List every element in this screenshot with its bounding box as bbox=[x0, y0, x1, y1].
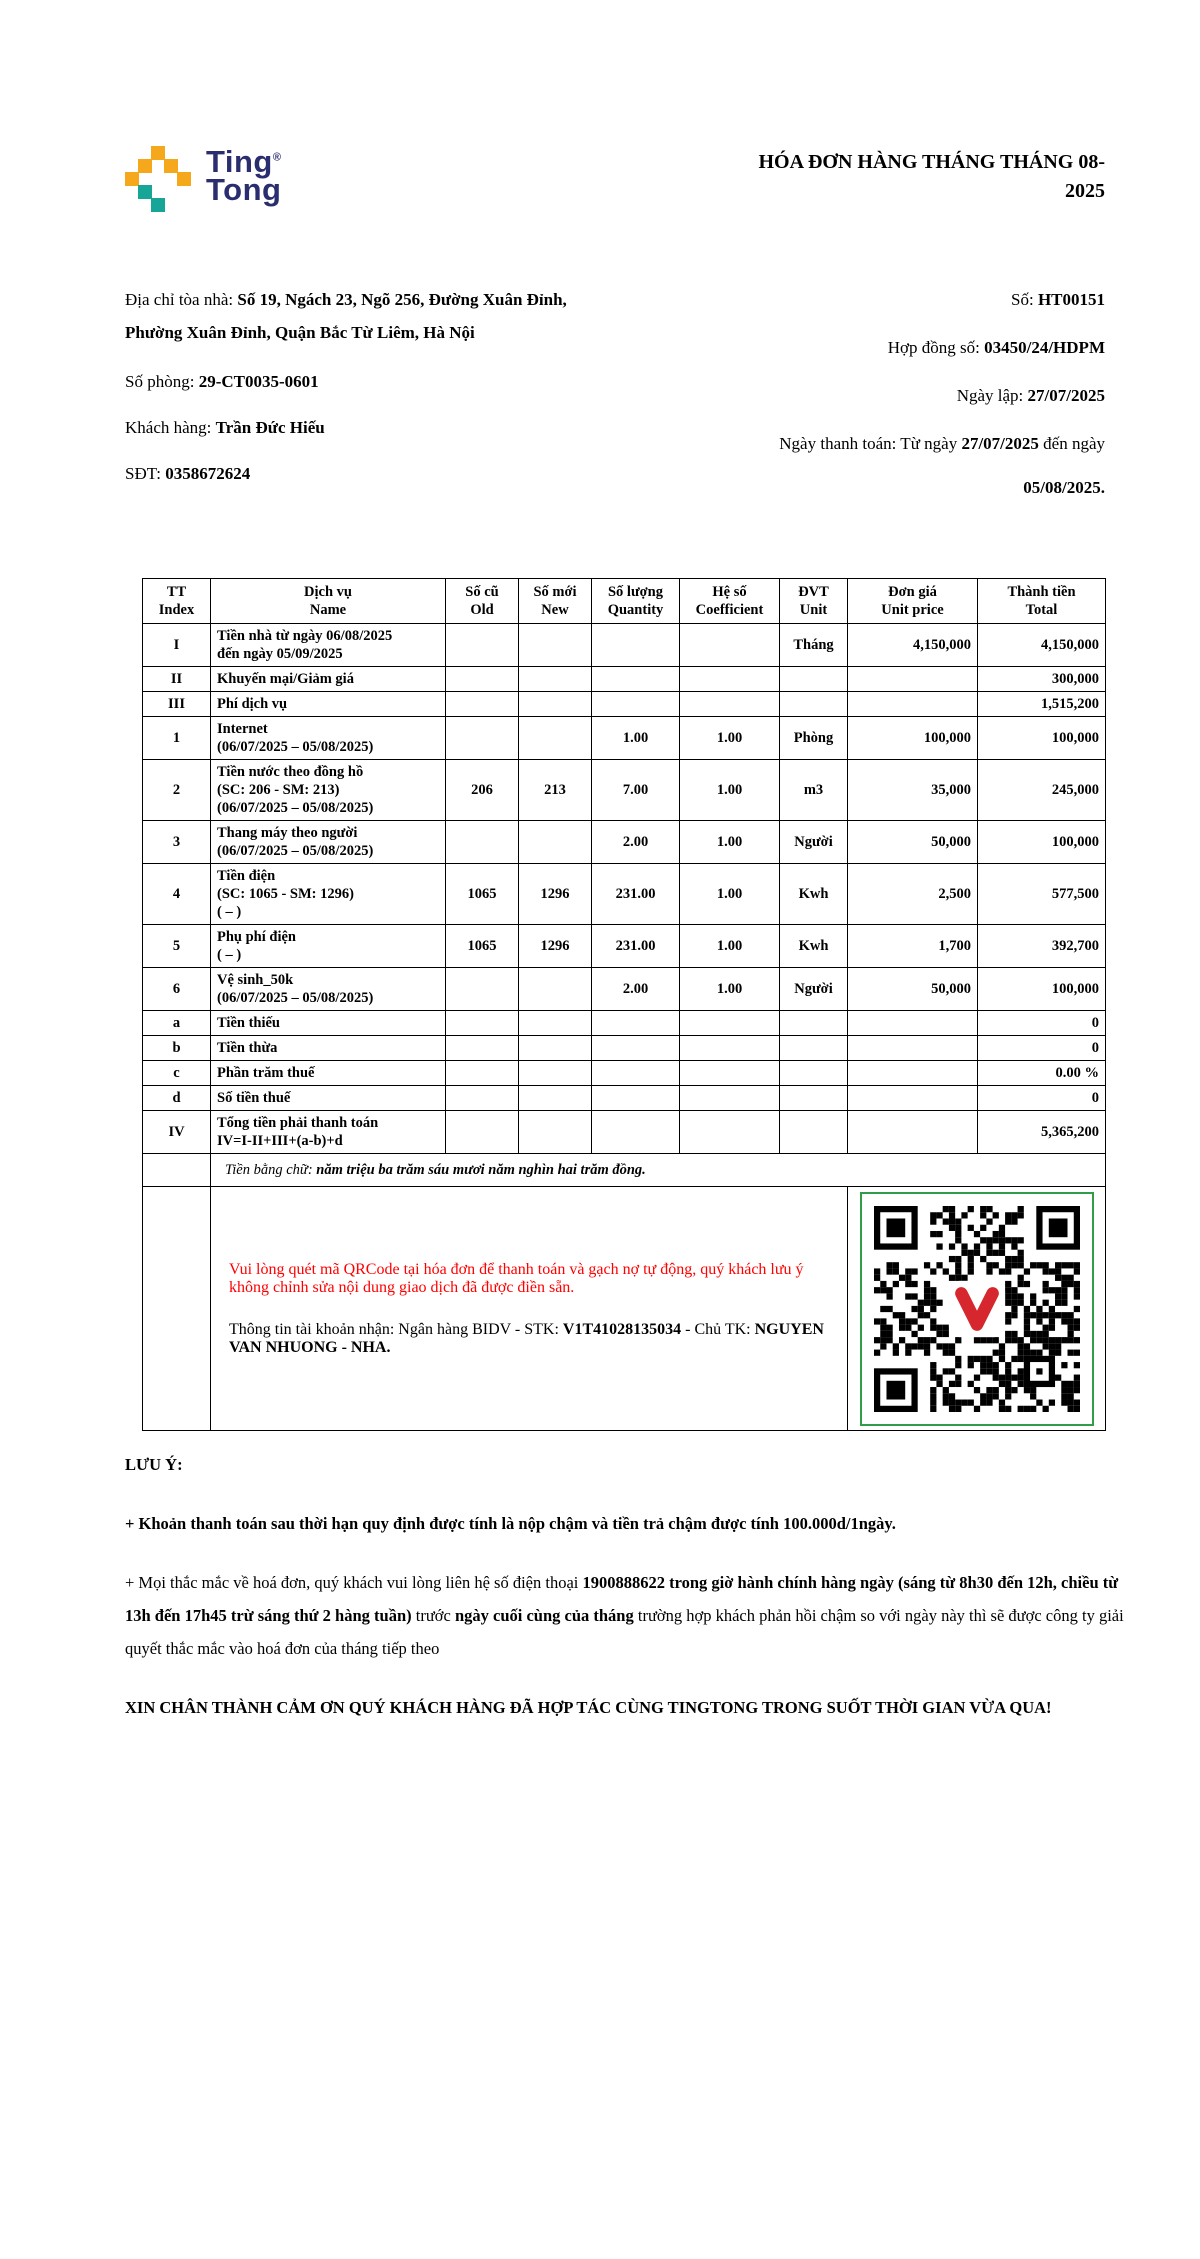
header-label-vi: Số mới bbox=[533, 584, 577, 600]
cell-total: 300,000 bbox=[978, 667, 1106, 692]
cell-new: 213 bbox=[519, 760, 592, 821]
building-address-line2 bbox=[125, 316, 665, 349]
cell-unit-price: 4,150,000 bbox=[848, 624, 978, 667]
service-name-line: Phí dịch vụ bbox=[217, 696, 288, 712]
header-label-vi: TT bbox=[166, 584, 187, 600]
col-header-unit bbox=[780, 579, 848, 624]
service-name-line: Tiền nhà từ ngày 06/08/2025 bbox=[217, 628, 393, 644]
cell-total: 100,000 bbox=[978, 968, 1106, 1011]
tingtong-logo-icon bbox=[125, 146, 190, 212]
cell-new bbox=[519, 1061, 592, 1086]
cell-index: I bbox=[143, 624, 211, 667]
cell-unit-price bbox=[848, 1111, 978, 1154]
cell-coefficient: 1.00 bbox=[680, 925, 780, 968]
cell-total: 0 bbox=[978, 1086, 1106, 1111]
cell-quantity: 1.00 bbox=[592, 717, 680, 760]
cell-quantity bbox=[592, 667, 680, 692]
cell-quantity bbox=[592, 1011, 680, 1036]
logo-pixel bbox=[138, 185, 152, 199]
header-label-en: New bbox=[541, 602, 569, 618]
service-name-line: (SC: 206 - SM: 213) bbox=[217, 782, 340, 798]
cell-quantity bbox=[592, 624, 680, 667]
cell-name bbox=[211, 717, 446, 760]
cell-index bbox=[143, 1187, 211, 1431]
charges-table bbox=[142, 578, 1106, 1431]
cell-old bbox=[446, 1111, 519, 1154]
text-segment: SĐT: bbox=[125, 464, 166, 483]
text-segment: Số: bbox=[1011, 290, 1038, 309]
text-segment: đến ngày bbox=[1038, 434, 1105, 453]
cell-total: 1,515,200 bbox=[978, 692, 1106, 717]
bank-account-info bbox=[229, 1321, 829, 1357]
cell-unit: Người bbox=[780, 821, 848, 864]
cell-new bbox=[519, 692, 592, 717]
cell-old bbox=[446, 821, 519, 864]
cell-total: 4,150,000 bbox=[978, 624, 1106, 667]
table-row bbox=[143, 925, 1106, 968]
cell-unit: Kwh bbox=[780, 925, 848, 968]
cell-unit-price: 2,500 bbox=[848, 864, 978, 925]
invoice-number bbox=[675, 283, 1105, 316]
table-header bbox=[143, 579, 1106, 624]
cell-name bbox=[211, 1011, 446, 1036]
header-label-vi: Dịch vụ bbox=[304, 584, 352, 600]
service-name-line: Thang máy theo người bbox=[217, 825, 358, 841]
cell-coefficient bbox=[680, 624, 780, 667]
service-name-line: ( – ) bbox=[217, 904, 242, 920]
text-segment: 27/07/2025 bbox=[1027, 386, 1105, 405]
cell-old bbox=[446, 717, 519, 760]
cell-coefficient bbox=[680, 1086, 780, 1111]
text-segment: 27/07/2025 bbox=[961, 434, 1039, 453]
qr-row bbox=[143, 1187, 1106, 1431]
cell-coefficient bbox=[680, 1061, 780, 1086]
col-header-total bbox=[978, 579, 1106, 624]
service-name-line: Số tiền thuế bbox=[217, 1090, 291, 1106]
cell-total: 0.00 % bbox=[978, 1061, 1106, 1086]
cell-quantity bbox=[592, 1086, 680, 1111]
cell-coefficient bbox=[680, 1011, 780, 1036]
col-header-index bbox=[143, 579, 211, 624]
text-segment: Khách hàng: bbox=[125, 418, 216, 437]
amount-in-words-row bbox=[143, 1154, 1106, 1187]
cell-old bbox=[446, 968, 519, 1011]
cell-coefficient: 1.00 bbox=[680, 864, 780, 925]
table-body bbox=[143, 624, 1106, 1154]
cell-unit: Phòng bbox=[780, 717, 848, 760]
cell-new bbox=[519, 717, 592, 760]
text-segment: Địa chỉ tòa nhà: bbox=[125, 290, 238, 309]
col-header-old bbox=[446, 579, 519, 624]
logo-pixel bbox=[138, 159, 152, 173]
cell-quantity: 231.00 bbox=[592, 925, 680, 968]
text-segment: Ngày lập: bbox=[956, 386, 1028, 405]
table-row bbox=[143, 1011, 1106, 1036]
cell-quantity bbox=[592, 1061, 680, 1086]
text-segment: trường hợp khách phản hồi chậm so với ngày này thì sẽ được công ty giải quyết thắc mắc vào hoá đơn của tháng tiếp theo bbox=[125, 1606, 1124, 1658]
cell-coefficient bbox=[680, 1036, 780, 1061]
text-segment: ngày cuối cùng của tháng bbox=[454, 1606, 634, 1625]
cell-old bbox=[446, 1061, 519, 1086]
customer-info bbox=[125, 283, 665, 519]
table-row bbox=[143, 1036, 1106, 1061]
cell-unit bbox=[780, 1036, 848, 1061]
text-segment: Phường Xuân Đỉnh, Quận Bắc Từ Liêm, Hà Nội bbox=[125, 323, 475, 342]
cell-index: b bbox=[143, 1036, 211, 1061]
cell-unit-price: 100,000 bbox=[848, 717, 978, 760]
cell-unit: Tháng bbox=[780, 624, 848, 667]
cell-new: 1296 bbox=[519, 864, 592, 925]
cell-name bbox=[211, 692, 446, 717]
cell-name bbox=[211, 624, 446, 667]
service-name-line: đến ngày 05/09/2025 bbox=[217, 646, 343, 662]
cell-unit: m3 bbox=[780, 760, 848, 821]
cell-old bbox=[446, 1086, 519, 1111]
cell-name bbox=[211, 821, 446, 864]
cell-new: 1296 bbox=[519, 925, 592, 968]
room-number bbox=[125, 365, 665, 398]
service-name-line: Tiền điện bbox=[217, 868, 276, 884]
page-title-line1: HÓA ĐƠN HÀNG THÁNG THÁNG 08- bbox=[758, 151, 1105, 173]
thank-you-note bbox=[125, 1691, 1132, 1724]
service-name-line: IV=I-II+III+(a-b)+d bbox=[217, 1133, 343, 1149]
cell-unit bbox=[780, 1061, 848, 1086]
cell-index: 5 bbox=[143, 925, 211, 968]
service-name-line: (06/07/2025 – 05/08/2025) bbox=[217, 739, 374, 755]
header-label-en: Old bbox=[470, 602, 494, 618]
col-header-unit-price bbox=[848, 579, 978, 624]
table-row bbox=[143, 968, 1106, 1011]
cell-total: 0 bbox=[978, 1011, 1106, 1036]
table-row bbox=[143, 624, 1106, 667]
cell-unit bbox=[780, 667, 848, 692]
table-row bbox=[143, 1111, 1106, 1154]
service-name-line: Khuyến mại/Giảm giá bbox=[217, 671, 354, 687]
text-segment: HT00151 bbox=[1037, 290, 1105, 309]
text-segment: NGUYEN VAN NHUONG - NHA. bbox=[229, 1320, 824, 1356]
cell-total: 0 bbox=[978, 1036, 1106, 1061]
cell-unit bbox=[780, 1011, 848, 1036]
cell-total: 577,500 bbox=[978, 864, 1106, 925]
header-label-en: Name bbox=[309, 602, 347, 618]
cell-total: 245,000 bbox=[978, 760, 1106, 821]
cell-coefficient: 1.00 bbox=[680, 760, 780, 821]
cell-coefficient: 1.00 bbox=[680, 821, 780, 864]
logo-pixel bbox=[164, 159, 178, 173]
text-segment: V1T41028135034 bbox=[562, 1320, 682, 1338]
header-label-en: Total bbox=[1025, 602, 1058, 618]
cell-index: IV bbox=[143, 1111, 211, 1154]
cell-index: 4 bbox=[143, 864, 211, 925]
cell-new bbox=[519, 821, 592, 864]
cell-unit bbox=[780, 1086, 848, 1111]
page-title bbox=[758, 148, 1105, 206]
service-name-line: Internet bbox=[217, 721, 268, 737]
table-row bbox=[143, 760, 1106, 821]
service-name-line: Tiền thiếu bbox=[217, 1015, 280, 1031]
issue-date bbox=[675, 379, 1105, 412]
cell-unit-price: 50,000 bbox=[848, 821, 978, 864]
cell-unit bbox=[780, 692, 848, 717]
late-payment-note bbox=[125, 1507, 1132, 1540]
text-segment: Trần Đức Hiếu bbox=[215, 418, 325, 437]
cell-unit-price bbox=[848, 692, 978, 717]
cell-old bbox=[446, 667, 519, 692]
col-header-coefficient bbox=[680, 579, 780, 624]
header-label-en: Unit bbox=[799, 602, 828, 618]
service-name-line: Tiền nước theo đồng hồ bbox=[217, 764, 364, 780]
building-address-line1 bbox=[125, 283, 665, 316]
text-segment: 05/08/2025. bbox=[1023, 478, 1105, 497]
cell-index bbox=[143, 1154, 211, 1187]
table-row bbox=[143, 717, 1106, 760]
amount-in-words-value: năm triệu ba trăm sáu mươi năm nghìn hai trăm đồng. bbox=[316, 1162, 646, 1178]
cell-unit: Người bbox=[780, 968, 848, 1011]
text-segment: Hợp đồng số: bbox=[887, 338, 985, 357]
cell-total: 100,000 bbox=[978, 717, 1106, 760]
col-header-quantity bbox=[592, 579, 680, 624]
customer-phone bbox=[125, 457, 665, 490]
table-row bbox=[143, 864, 1106, 925]
header-label-vi: ĐVT bbox=[798, 584, 829, 600]
cell-old: 1065 bbox=[446, 864, 519, 925]
text-segment: Ngày thanh toán: Từ ngày bbox=[779, 434, 962, 453]
header-label-vi: Số cũ bbox=[465, 584, 499, 600]
cell-quantity: 2.00 bbox=[592, 968, 680, 1011]
text-segment: + Khoản thanh toán sau thời hạn quy định được tính là nộp chậm và tiền trả chậm được tính 100.000d/1ngày. bbox=[125, 1514, 896, 1533]
header-label-en: Quantity bbox=[607, 602, 664, 618]
cell-index: III bbox=[143, 692, 211, 717]
cell-index: 3 bbox=[143, 821, 211, 864]
cell-quantity bbox=[592, 692, 680, 717]
cell-unit-price bbox=[848, 1036, 978, 1061]
cell-unit-price bbox=[848, 1061, 978, 1086]
tingtong-logo-text bbox=[206, 144, 282, 207]
cell-old bbox=[446, 1036, 519, 1061]
cell-name bbox=[211, 1086, 446, 1111]
cell-coefficient bbox=[680, 692, 780, 717]
invoice-meta bbox=[675, 283, 1105, 519]
notes-heading: LƯU Ý: bbox=[125, 1455, 183, 1474]
header-label-en: Coefficient bbox=[695, 602, 764, 618]
cell-new bbox=[519, 624, 592, 667]
payment-period-line1 bbox=[675, 427, 1105, 460]
text-segment: trước bbox=[411, 1606, 455, 1625]
cell-name bbox=[211, 1111, 446, 1154]
header-label-vi: Thành tiền bbox=[1007, 584, 1076, 600]
cell-new bbox=[519, 968, 592, 1011]
cell-index: a bbox=[143, 1011, 211, 1036]
cell-index: II bbox=[143, 667, 211, 692]
contract-number bbox=[675, 331, 1105, 364]
text-segment: XIN CHÂN THÀNH CẢM ƠN QUÝ KHÁCH HÀNG ĐÃ HỢP TÁC CÙNG TINGTONG TRONG SUỐT THỜI GIAN VỪA QUA! bbox=[125, 1698, 1052, 1717]
header-label-vi: Số lượng bbox=[607, 584, 663, 600]
cell-index: 1 bbox=[143, 717, 211, 760]
cell-name bbox=[211, 968, 446, 1011]
text-segment: Số 19, Ngách 23, Ngõ 256, Đường Xuân Đỉnh, bbox=[237, 290, 567, 309]
service-name-line: (06/07/2025 – 05/08/2025) bbox=[217, 843, 374, 859]
cell-coefficient bbox=[680, 667, 780, 692]
qr-code bbox=[860, 1192, 1094, 1426]
amount-in-words bbox=[211, 1154, 1106, 1187]
service-name-line: Tổng tiền phải thanh toán bbox=[217, 1115, 379, 1131]
cell-quantity bbox=[592, 1036, 680, 1061]
cell-total: 5,365,200 bbox=[978, 1111, 1106, 1154]
cell-new bbox=[519, 1036, 592, 1061]
cell-index: 6 bbox=[143, 968, 211, 1011]
cell-quantity bbox=[592, 1111, 680, 1154]
cell-quantity: 2.00 bbox=[592, 821, 680, 864]
cell-index: c bbox=[143, 1061, 211, 1086]
registered-mark: ® bbox=[272, 151, 282, 164]
cell-unit-price bbox=[848, 1011, 978, 1036]
cell-coefficient: 1.00 bbox=[680, 717, 780, 760]
service-name-line: (06/07/2025 – 05/08/2025) bbox=[217, 990, 374, 1006]
hotline-note bbox=[125, 1566, 1132, 1665]
cell-name bbox=[211, 667, 446, 692]
cell-unit-price: 50,000 bbox=[848, 968, 978, 1011]
cell-unit: Kwh bbox=[780, 864, 848, 925]
text-segment: 29-CT0035-0601 bbox=[198, 372, 319, 391]
table-row bbox=[143, 1086, 1106, 1111]
header-label-vi: Hệ số bbox=[712, 584, 747, 600]
col-header-name bbox=[211, 579, 446, 624]
cell-old bbox=[446, 1011, 519, 1036]
invoice-info bbox=[125, 283, 1105, 519]
text-segment: - Chủ TK: bbox=[681, 1320, 755, 1338]
cell-old: 1065 bbox=[446, 925, 519, 968]
cell-unit-price bbox=[848, 667, 978, 692]
cell-new bbox=[519, 1086, 592, 1111]
invoice-header bbox=[125, 146, 1105, 212]
customer-name bbox=[125, 411, 665, 444]
amount-in-words-label: Tiền bằng chữ: bbox=[225, 1162, 317, 1178]
logo-pixel bbox=[151, 198, 165, 212]
table-row bbox=[143, 821, 1106, 864]
cell-name bbox=[211, 864, 446, 925]
text-segment: Thông tin tài khoản nhận: Ngân hàng BIDV - STK: bbox=[229, 1320, 563, 1338]
text-segment: Số phòng: bbox=[125, 372, 199, 391]
text-segment: 0358672624 bbox=[165, 464, 251, 483]
cell-unit-price bbox=[848, 1086, 978, 1111]
logo-word-tong: Tong bbox=[206, 172, 282, 207]
cell-total: 392,700 bbox=[978, 925, 1106, 968]
service-name-line: Tiền thừa bbox=[217, 1040, 278, 1056]
payment-instructions bbox=[211, 1187, 848, 1431]
cell-quantity: 231.00 bbox=[592, 864, 680, 925]
cell-total: 100,000 bbox=[978, 821, 1106, 864]
notes-section bbox=[125, 1448, 1132, 1724]
cell-new bbox=[519, 1011, 592, 1036]
header-label-en: Index bbox=[158, 602, 195, 618]
text-segment: 03450/24/HDPM bbox=[984, 338, 1105, 357]
cell-index: d bbox=[143, 1086, 211, 1111]
header-label-en: Unit price bbox=[881, 602, 944, 618]
service-name-line: (SC: 1065 - SM: 1296) bbox=[217, 886, 354, 902]
cell-coefficient: 1.00 bbox=[680, 968, 780, 1011]
cell-unit-price: 35,000 bbox=[848, 760, 978, 821]
cell-name bbox=[211, 760, 446, 821]
col-header-new bbox=[519, 579, 592, 624]
cell-name bbox=[211, 1036, 446, 1061]
cell-new bbox=[519, 1111, 592, 1154]
header-label-vi: Đơn giá bbox=[888, 584, 937, 600]
service-name-line: (06/07/2025 – 05/08/2025) bbox=[217, 800, 374, 816]
payment-period-line2 bbox=[675, 471, 1105, 504]
text-segment: 1900888622 trong giờ hành chính hàng ngày (sáng từ 8h30 đến 12h, chiều từ 13h đến 17h45 trừ sáng thứ 2 hàng tuần) bbox=[125, 1573, 1119, 1625]
cell-old bbox=[446, 624, 519, 667]
page-title-line2: 2025 bbox=[1065, 180, 1105, 202]
cell-quantity: 7.00 bbox=[592, 760, 680, 821]
tingtong-logo bbox=[125, 146, 281, 212]
cell-new bbox=[519, 667, 592, 692]
cell-name bbox=[211, 1061, 446, 1086]
service-name-line: ( – ) bbox=[217, 947, 242, 963]
cell-old: 206 bbox=[446, 760, 519, 821]
qr-code-cell bbox=[848, 1187, 1106, 1431]
logo-pixel bbox=[177, 172, 191, 186]
qr-code-image bbox=[874, 1206, 1080, 1412]
table-row bbox=[143, 1061, 1106, 1086]
cell-name bbox=[211, 925, 446, 968]
cell-index: 2 bbox=[143, 760, 211, 821]
cell-unit bbox=[780, 1111, 848, 1154]
logo-pixel bbox=[125, 172, 139, 186]
table-footer bbox=[143, 1154, 1106, 1431]
table-row bbox=[143, 667, 1106, 692]
table-row bbox=[143, 692, 1106, 717]
service-name-line: Phụ phí điện bbox=[217, 929, 296, 945]
cell-unit-price: 1,700 bbox=[848, 925, 978, 968]
service-name-line: Phần trăm thuế bbox=[217, 1065, 315, 1081]
text-segment: + Mọi thắc mắc về hoá đơn, quý khách vui lòng liên hệ số điện thoại bbox=[125, 1573, 583, 1592]
cell-old bbox=[446, 692, 519, 717]
cell-coefficient bbox=[680, 1111, 780, 1154]
logo-word-ting: Ting bbox=[206, 144, 273, 179]
qr-scan-warning: Vui lòng quét mã QRCode tại hóa đơn để thanh toán và gạch nợ tự động, quý khách lưu ý không chỉnh sửa nội dung giao dịch đã được điền sẵn. bbox=[229, 1260, 804, 1296]
logo-pixel bbox=[151, 146, 165, 160]
service-name-line: Vệ sinh_50k bbox=[217, 972, 294, 988]
